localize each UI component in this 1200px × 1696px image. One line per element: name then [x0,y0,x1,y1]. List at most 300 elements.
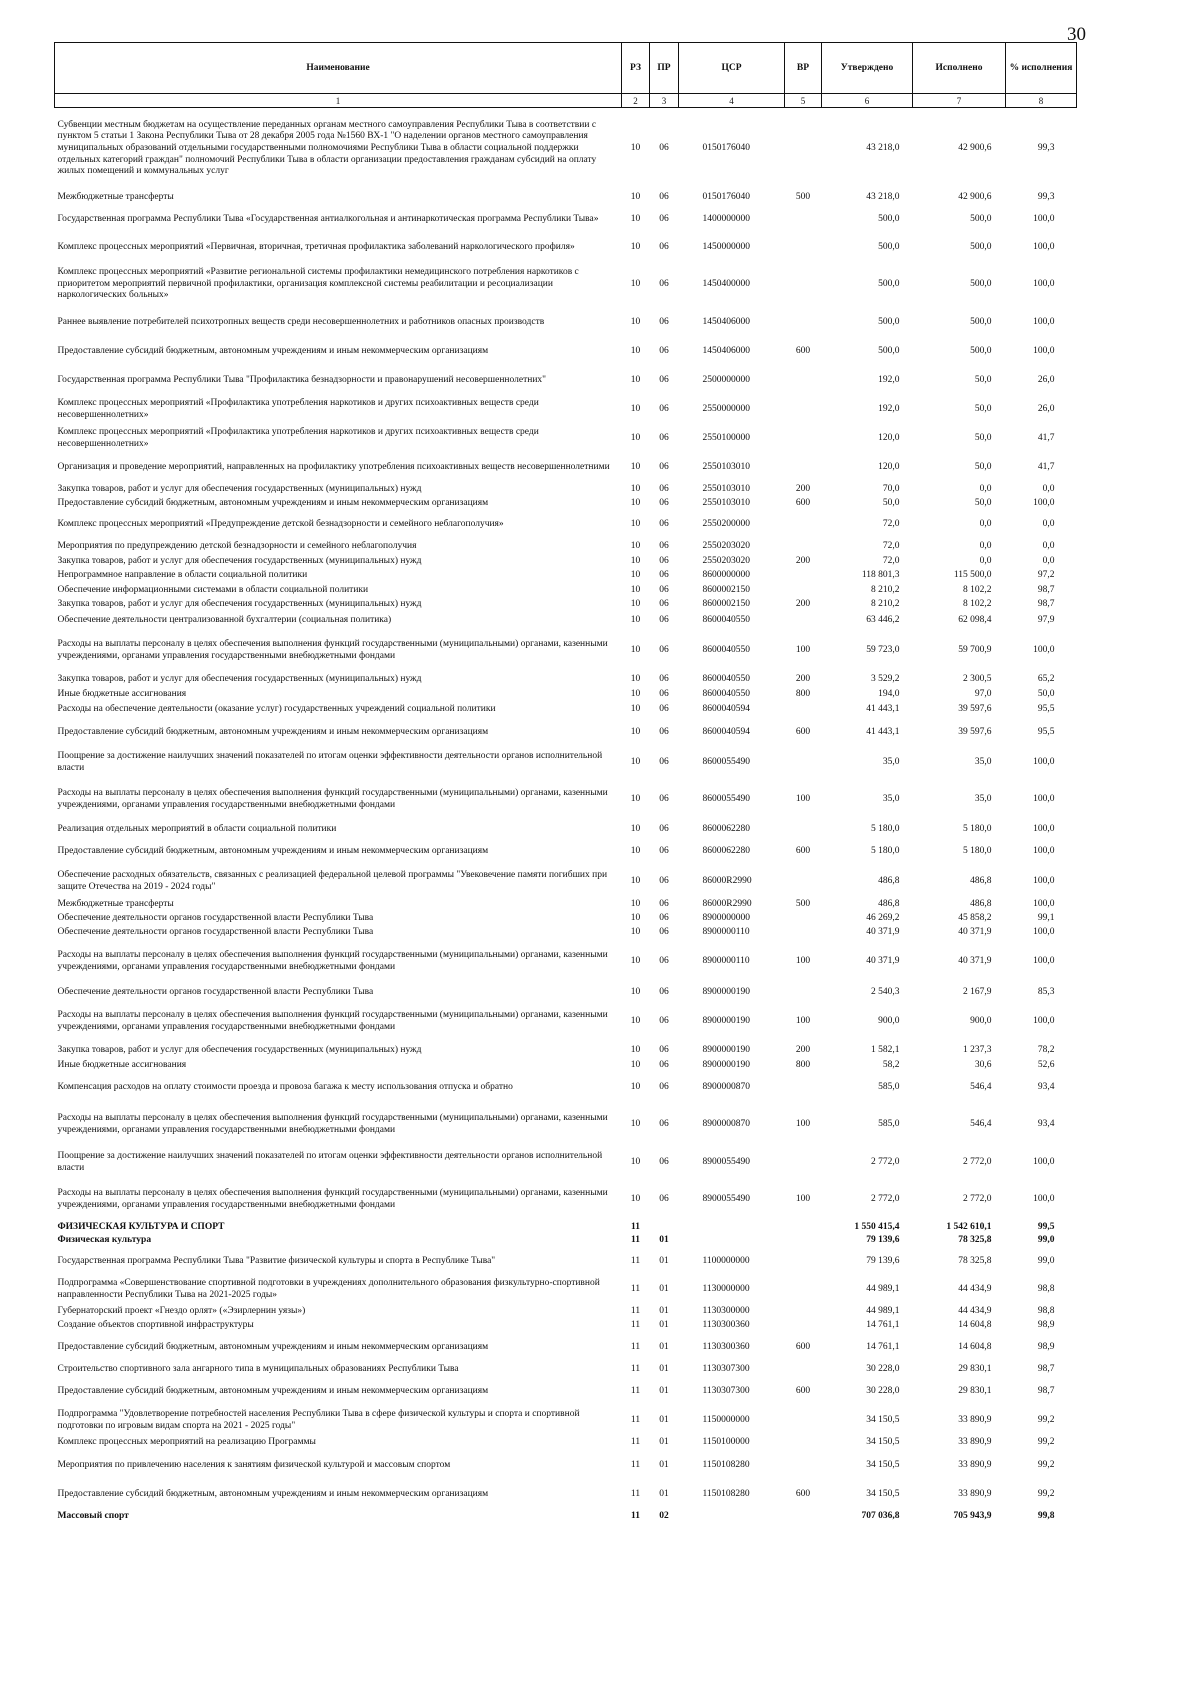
row-approved: 41 443,1 [866,703,900,714]
row-rz: 11 [630,1319,641,1330]
row-vr [785,1510,822,1524]
row-name: Комплекс процессных мероприятий «Предупреждение детской безнадзорности и семейного неблагополучия» [57,519,504,530]
row-percent: 99,0 [1037,1235,1055,1246]
row-name: Обеспечение информационными системами в области социальной политики [57,584,369,595]
row-percent: 98,9 [1037,1319,1055,1330]
table-row [55,1043,1077,1059]
row-vr: 100 [795,1015,811,1026]
row-rz: 10 [630,793,641,804]
table-row [55,598,1077,613]
row-name: Предоставление субсидий бюджетным, автономным учреждениям и иным некоммерческим организациям [57,1341,489,1352]
row-pr: 06 [659,845,669,856]
row-rz: 10 [630,898,641,909]
table-row [55,1510,1077,1524]
table-row [55,1147,1077,1179]
row-approved: 34 150,5 [866,1460,900,1471]
row-name: Строительство спортивного зала ангарного типа в муниципальных образованиях Республики Тыва [57,1363,459,1374]
table-row [55,396,1077,425]
row-rz: 10 [630,688,641,699]
row-percent: 98,7 [1037,584,1055,595]
row-rz: 10 [630,912,641,923]
row-percent: 98,8 [1037,1284,1055,1295]
row-rz: 10 [630,823,641,834]
table-row [55,702,1077,718]
row-rz: 11 [630,1489,641,1500]
row-vr [785,584,822,598]
row-percent: 0,0 [1042,541,1055,552]
row-rz: 10 [630,375,641,386]
row-approved: 5 180,0 [871,845,900,856]
column-number: 8 [1006,94,1077,108]
row-percent: 100,0 [1033,1156,1055,1167]
row-rz: 10 [630,462,641,473]
row-csr: 8600062280 [702,823,750,834]
row-vr: 100 [795,1118,811,1129]
row-name: Межбюджетные трансферты [57,191,174,202]
row-pr: 06 [659,614,669,625]
row-vr [785,822,822,838]
row-percent: 0,0 [1042,519,1055,530]
row-vr [785,866,822,898]
row-vr [785,569,822,584]
row-executed: 2 772,0 [963,1156,992,1167]
row-vr: 600 [795,1341,811,1352]
row-percent: 100,0 [1033,316,1055,327]
row-csr [679,1221,785,1235]
row-percent: 100,0 [1033,1015,1055,1026]
row-name: Закупка товаров, работ и услуг для обеспечения государственных (муниципальных) нужд [57,1044,422,1055]
row-rz: 10 [630,142,641,153]
row-rz: 10 [630,433,641,444]
row-rz: 11 [631,1510,640,1521]
row-pr: 06 [659,875,669,886]
row-executed: 2 772,0 [963,1193,992,1204]
row-rz: 10 [630,191,641,202]
row-approved: 43 218,0 [866,142,900,153]
row-approved: 120,0 [878,433,900,444]
row-approved: 500,0 [878,213,900,224]
row-percent: 26,0 [1037,404,1055,415]
row-pr: 06 [659,1059,669,1070]
budget-execution-table [54,42,1077,1524]
row-executed: 705 943,9 [953,1510,992,1521]
row-pr: 06 [659,278,669,289]
row-approved: 192,0 [878,404,900,415]
row-approved: 44 989,1 [866,1305,900,1316]
row-approved: 72,0 [882,555,900,566]
row-rz: 11 [631,1235,640,1246]
row-rz: 10 [630,213,641,224]
row-rz: 10 [630,986,641,997]
table-row [55,1248,1077,1276]
row-csr: 8900000190 [702,986,750,997]
row-executed: 50,0 [974,404,992,415]
row-name: Закупка товаров, работ и услуг для обеспечения государственных (муниципальных) нужд [57,483,422,494]
row-executed: 50,0 [974,375,992,386]
row-executed: 50,0 [974,497,992,508]
table-row [55,262,1077,308]
row-percent: 78,2 [1037,1044,1055,1055]
row-csr: 8600000000 [702,570,750,581]
row-approved: 14 761,1 [866,1341,900,1352]
table-row [55,822,1077,838]
row-csr: 8900000190 [702,1015,750,1026]
row-approved: 34 150,5 [866,1489,900,1500]
table-row [55,308,1077,338]
row-vr [785,511,822,540]
row-csr: 2550103010 [702,483,750,494]
row-rz: 11 [630,1363,641,1374]
row-name: Иные бюджетные ассигнования [57,1059,187,1070]
row-csr: 8600002150 [702,584,750,595]
row-pr: 06 [659,404,669,415]
row-pr: 06 [659,926,669,937]
row-pr: 06 [659,497,669,508]
table-row [55,1452,1077,1481]
row-name: Поощрение за достижение наилучших значений показателей по итогам оценки эффективности деятельности органов исполнительной власти [57,750,603,773]
row-percent: 100,0 [1033,213,1055,224]
row-vr: 500 [795,898,811,909]
row-executed: 1 542 610,1 [946,1221,992,1232]
row-vr: 800 [795,688,811,699]
row-executed: 35,0 [974,756,992,767]
table-row [55,1305,1077,1319]
row-approved: 43 218,0 [866,191,900,202]
row-vr [785,1452,822,1481]
row-name: Подпрограмма «Совершенствование спортивной подготовки в учреждениях дополнительного образования физкультурно-спортивной направленности Республики Тыва на 2021-2025 годы» [57,1278,600,1300]
row-rz: 10 [630,1015,641,1026]
table-row [55,613,1077,629]
row-vr: 600 [795,726,811,737]
row-vr [785,308,822,338]
row-approved: 2 772,0 [871,1156,900,1167]
row-vr: 600 [795,845,811,856]
row-csr: 8900000190 [702,1059,750,1070]
row-executed: 44 434,9 [958,1305,992,1316]
row-vr: 200 [795,674,811,685]
row-csr: 0150176040 [702,191,750,202]
table-body [55,108,1077,1524]
row-rz: 10 [630,1044,641,1055]
row-name: Обеспечение деятельности органов государственной власти Республики Тыва [57,912,374,923]
column-number: 3 [650,94,679,108]
row-executed: 5 180,0 [963,823,992,834]
row-csr: 86000R2990 [702,898,752,909]
row-executed: 50,0 [974,462,992,473]
row-rz: 10 [630,726,641,737]
row-csr: 1130307300 [702,1363,750,1374]
row-vr: 800 [795,1059,811,1070]
row-name: Государственная программа Республики Тыва "Профилактика безнадзорности и правонарушений несовершеннолетних" [57,375,547,386]
row-percent: 97,9 [1037,614,1055,625]
row-rz: 10 [630,555,641,566]
row-pr: 06 [659,688,669,699]
row-percent: 41,7 [1037,462,1055,473]
table-row [55,540,1077,555]
row-name: ФИЗИЧЕСКАЯ КУЛЬТУРА И СПОРТ [57,1221,225,1232]
header-approved: Утверждено [822,43,913,94]
row-name: Государственная программа Республики Тыва "Развитие физической культуры и спорта в Республике Тыва" [57,1255,496,1266]
row-pr: 06 [659,483,669,494]
table-row [55,1059,1077,1073]
table-row [55,1001,1077,1043]
column-number: 2 [622,94,650,108]
row-approved: 1 550 415,4 [854,1221,900,1232]
row-rz: 10 [630,1118,641,1129]
table-row [55,206,1077,234]
table-row [55,1435,1077,1452]
row-pr: 06 [659,462,669,473]
row-approved: 72,0 [882,541,900,552]
table-row [55,718,1077,748]
row-name: Компенсация расходов на оплату стоимости проезда и провоза багажа к месту использования отпуска и обратно [57,1081,513,1092]
row-approved: 192,0 [878,375,900,386]
row-rz: 10 [630,316,641,327]
row-percent: 100,0 [1033,926,1055,937]
row-executed: 486,8 [970,875,992,886]
row-approved: 59 723,0 [866,644,900,655]
row-pr: 06 [659,1156,669,1167]
row-percent: 99,3 [1037,191,1055,202]
row-rz: 10 [630,644,641,655]
row-pr: 06 [659,316,669,327]
row-name: Губернаторский проект «Гнездо орлят» («Эзирлернин уязы») [57,1305,306,1316]
row-pr: 06 [659,213,669,224]
row-percent: 100,0 [1033,278,1055,289]
row-percent: 100,0 [1033,644,1055,655]
table-row [55,748,1077,778]
row-csr: 8600040550 [702,614,750,625]
row-executed: 33 890,9 [958,1489,992,1500]
row-executed: 42 900,6 [958,191,992,202]
row-approved: 79 139,6 [866,1255,900,1266]
row-name: Расходы на выплаты персоналу в целях обеспечения выполнения функций государственными (муниципальными) органами, казенными учреждениями, органами управления государственными внебюджетными фондами [57,787,608,810]
row-csr: 8600040550 [702,688,750,699]
header-pr: ПР [650,43,679,94]
row-vr: 100 [795,644,811,655]
row-pr: 06 [659,1081,669,1092]
row-executed: 0,0 [979,483,992,494]
row-pr: 06 [659,191,669,202]
row-executed: 29 830,1 [958,1385,992,1396]
row-approved: 41 443,1 [866,726,900,737]
page-number: 30 [1067,24,1086,45]
row-name: Организация и проведение мероприятий, направленных на профилактику употребления психоактивных веществ несовершеннолетними [57,462,610,473]
row-executed: 33 890,9 [958,1414,992,1425]
row-name: Комплекс процессных мероприятий «Профилактика употребления наркотиков и других психоактивных веществ среди несовершеннолетних» [57,427,539,449]
row-csr: 8600040550 [702,674,750,685]
row-executed: 29 830,1 [958,1363,992,1374]
row-pr: 01 [659,1235,669,1246]
row-vr [785,454,822,483]
row-rz: 10 [630,926,641,937]
row-vr [785,1435,822,1452]
row-name: Поощрение за достижение наилучших значений показателей по итогам оценки эффективности деятельности органов исполнительной власти [57,1150,603,1173]
row-executed: 115 500,0 [953,570,992,581]
row-approved: 34 150,5 [866,1437,900,1448]
header-percent: % исполнения [1006,43,1077,94]
table-row [55,940,1077,985]
row-approved: 486,8 [878,898,900,909]
row-rz: 11 [630,1284,641,1295]
column-number: 6 [822,94,913,108]
table-row [55,569,1077,584]
row-csr: 2550100000 [702,433,750,444]
column-number: 1 [55,94,622,108]
table-row [55,190,1077,206]
row-rz: 10 [630,956,641,967]
row-percent: 0,0 [1042,483,1055,494]
row-csr: 1450406000 [702,316,750,327]
row-percent: 100,0 [1033,241,1055,252]
row-percent: 99,3 [1037,142,1055,153]
row-vr [785,1221,822,1235]
row-csr: 8900000000 [702,912,750,923]
row-name: Обеспечение деятельности централизованной бухгалтерии (социальная политика) [57,614,392,625]
row-rz: 10 [630,845,641,856]
table-row [55,1103,1077,1147]
row-rz: 11 [630,1460,641,1471]
row-csr: 2550200000 [702,519,750,530]
row-csr: 8600002150 [702,599,750,610]
row-percent: 52,6 [1037,1059,1055,1070]
row-csr: 8600040594 [702,726,750,737]
row-name: Государственная программа Республики Тыва «Государственная антиалкогольная и антинаркотическая программа Республики Тыва» [57,213,599,224]
table-row [55,1407,1077,1435]
row-pr: 06 [659,726,669,737]
row-executed: 2 300,5 [963,674,992,685]
row-percent: 98,7 [1037,1363,1055,1374]
row-name: Предоставление субсидий бюджетным, автономным учреждениям и иным некоммерческим организациям [57,346,489,357]
row-name: Обеспечение расходных обязательств, связанных с реализацией федеральной целевой программы "Увековечение памяти погибших при защите Отечества на 2019 - 2024 годы" [57,869,608,892]
row-executed: 0,0 [979,555,992,566]
row-pr: 02 [659,1510,669,1521]
row-approved: 30 228,0 [866,1363,900,1374]
row-name: Межбюджетные трансферты [57,898,174,909]
row-approved: 50,0 [882,497,900,508]
row-rz: 10 [630,674,641,685]
row-executed: 900,0 [970,1015,992,1026]
row-vr: 600 [795,497,811,508]
row-executed: 40 371,9 [958,926,992,937]
row-pr: 06 [659,1118,669,1129]
row-name: Реализация отдельных мероприятий в области социальной политики [57,823,337,834]
row-rz: 10 [630,346,641,357]
row-vr [785,425,822,454]
row-executed: 500,0 [970,213,992,224]
row-percent: 100,0 [1033,793,1055,804]
row-rz: 10 [630,1193,641,1204]
column-number: 7 [913,94,1006,108]
row-name: Комплекс процессных мероприятий на реализацию Программы [57,1437,316,1448]
row-name: Расходы на обеспечение деятельности (оказание услуг) государственных учреждений социальной политики [57,703,496,714]
row-rz: 11 [630,1385,641,1396]
row-executed: 546,4 [970,1118,992,1129]
row-csr: 8900055490 [702,1193,750,1204]
table-row [55,926,1077,940]
row-percent: 95,5 [1037,703,1055,714]
row-vr [785,1147,822,1179]
row-vr: 200 [795,599,811,610]
row-executed: 35,0 [974,793,992,804]
row-pr: 06 [659,375,669,386]
table-row [55,1377,1077,1407]
row-pr: 01 [659,1385,669,1396]
row-name: Обеспечение деятельности органов государственной власти Республики Тыва [57,986,374,997]
row-rz: 10 [630,875,641,886]
row-percent: 98,7 [1037,1385,1055,1396]
row-vr [785,108,822,190]
row-percent: 95,5 [1037,726,1055,737]
row-vr [785,1407,822,1435]
row-vr: 600 [795,346,811,357]
row-vr [785,367,822,396]
row-name: Комплекс процессных мероприятий «Первичная, вторичная, третичная профилактика заболеваний наркологического профиля» [57,241,575,252]
row-executed: 33 890,9 [958,1437,992,1448]
table-row [55,838,1077,866]
row-pr: 06 [659,599,669,610]
table-row [55,1333,1077,1363]
table-row [55,338,1077,367]
row-executed: 2 167,9 [963,986,992,997]
header-name: Наименование [55,43,622,94]
row-csr: 1150108280 [702,1489,750,1500]
row-rz: 10 [630,614,641,625]
row-approved: 500,0 [878,278,900,289]
row-rz: 11 [630,1414,641,1425]
row-approved: 44 989,1 [866,1284,900,1295]
row-percent: 50,0 [1037,688,1055,699]
row-name: Физическая культура [57,1235,152,1246]
table-row [55,584,1077,598]
table-row [55,1073,1077,1103]
row-csr: 1150000000 [702,1414,750,1425]
row-name: Комплекс процессных мероприятий «Развитие региональной системы профилактики немедицинского потребления наркотиков с приоритетом мероприятий первичной профилактики, организация комплексной системы реабилитации и ресоциализации наркологических больных» [57,267,579,301]
row-csr: 1130307300 [702,1385,750,1396]
column-number: 4 [679,94,785,108]
row-percent: 98,9 [1037,1341,1055,1352]
row-pr: 06 [659,570,669,581]
row-executed: 0,0 [979,519,992,530]
row-pr: 06 [659,956,669,967]
row-pr: 01 [659,1414,669,1425]
row-rz: 10 [630,570,641,581]
row-approved: 72,0 [882,519,900,530]
table-row [55,425,1077,454]
row-name: Расходы на выплаты персоналу в целях обеспечения выполнения функций государственными (муниципальными) органами, казенными учреждениями, органами управления государственными внебюджетными фондами [57,1187,608,1210]
table-row [55,688,1077,702]
row-executed: 14 604,8 [958,1341,992,1352]
row-vr: 100 [795,956,811,967]
row-name: Субвенции местным бюджетам на осуществление переданных органам местного самоуправления Республики Тыва в соответствии с пунктом 5 статьи 1 Закона Республики Тыва от 28 декабря 2005 года №1560 ВХ-1 "О наделении органов местного самоуправления муниципальных образований отдельными государственными полномочиями Республики Тыва в области социальной поддержки отдельных категорий граждан" полномочий Республики Тыва в области организации предоставления гражданам субсидий на оплату жилых помещений и коммунальных услуг [57,119,597,177]
row-csr: 2550103010 [702,497,750,508]
row-name: Подпрограмма "Удовлетворение потребностей населения Республики Тыва в сфере физической культуры и спорта и спортивной подготовки по игровым видам спорта на 2021 - 2025 годы" [57,1408,580,1431]
row-percent: 100,0 [1033,497,1055,508]
row-approved: 8 210,2 [871,584,900,595]
row-rz: 10 [630,241,641,252]
row-csr: 8900000110 [702,926,750,937]
row-csr: 1450406000 [702,346,750,357]
row-vr: 200 [795,483,811,494]
budget-table-container [54,42,1076,1524]
row-approved: 5 180,0 [871,823,900,834]
row-executed: 500,0 [970,278,992,289]
row-name: Закупка товаров, работ и услуг для обеспечения государственных (муниципальных) нужд [57,674,422,685]
row-csr: 8900000870 [702,1118,750,1129]
row-vr [785,262,822,308]
table-row [55,555,1077,569]
row-vr: 200 [795,555,811,566]
